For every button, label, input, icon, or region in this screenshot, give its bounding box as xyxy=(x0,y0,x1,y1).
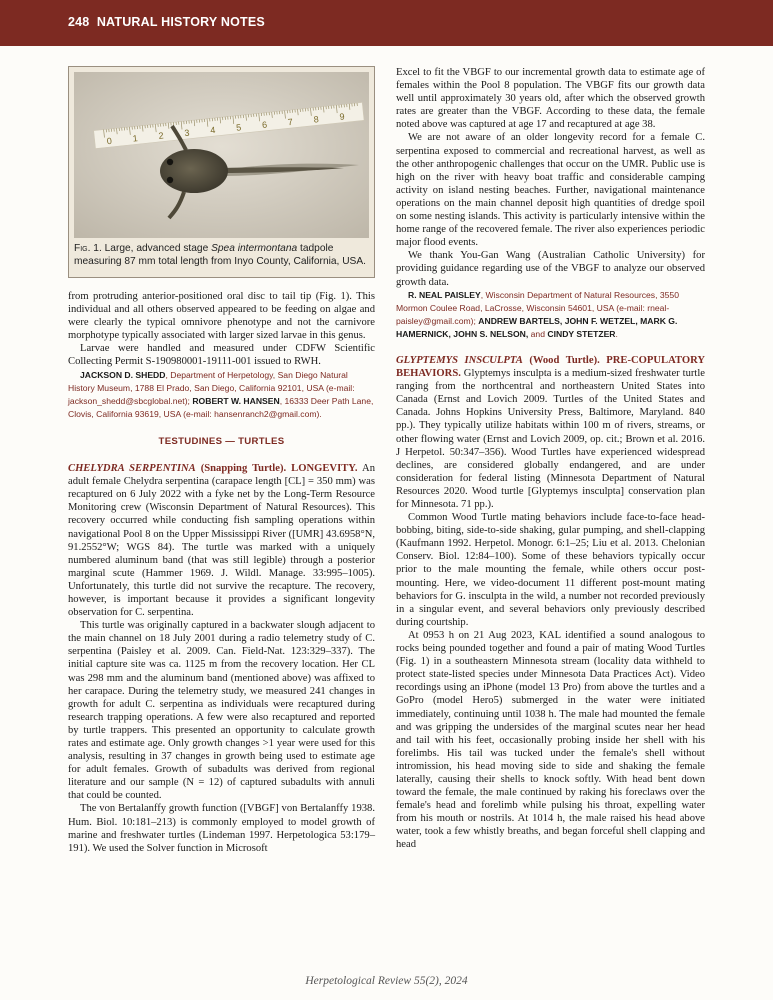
paragraph: This turtle was originally captured in a backwater slough adjacent to the main channel on 18 July 2001 during a radio telemetry study of C. serpentina (Paisley et al. 2009. Can. Field-Nat. 123:329–337). The initial capture site was ca. 1125 m from the recovery location. Her CL was 298 mm and the aluminum band (mentioned above) was affixed to her carapace. During the telemetry study, we measured 241 changes in growth for adult C. serpentina as individuals were recaptured during research trapping operations. A few were also recaptured and reported by turtle trappers. This presented an opportunity to calculate growth rates and estimate age. Only growth changes >1 year were used for this analysis, resulting in 37 changes in growth being used to estimate age for adult females. Growth of subadults was derived from regional literature and our sample (N = 12) of captured subadults with annuli that could be counted. xyxy=(68,620,375,802)
tape-number: 9 xyxy=(339,111,346,122)
section-heading: TESTUDINES — TURTLES xyxy=(158,435,285,447)
figure-label: Fig. 1. xyxy=(74,243,102,254)
author-block xyxy=(68,369,375,421)
tape-number: 3 xyxy=(183,127,190,139)
tape-number: 2 xyxy=(158,130,165,141)
species-title: CHELYDRA SERPENTINA xyxy=(68,463,196,475)
spacer xyxy=(396,341,705,354)
running-section-title: NATURAL HISTORY NOTES xyxy=(96,15,265,29)
tadpole-illustration xyxy=(74,72,369,238)
note-paragraph xyxy=(68,462,375,619)
header-text xyxy=(68,15,265,29)
author-name: ANDREW BARTELS, JOHN F. WETZEL, MARK G. HAMERNICK, JOHN S. NELSON, xyxy=(396,315,678,339)
paragraph-text: An adult female Chelydra serpentina (carapace length [CL] = 350 mm) was recaptured on 6 July 2022 with a fyke net by the Long-Term Resource Monitoring crew (Wisconsin Department of Natural Resources). This recovery occurred while conducting fish sampling operations within navigational Pool 8 on the Upper Mississippi River ([UMR] 43.6958°N, 91.2552°W; WGS 84). The turtle was marked with a uniquely numbered aluminum band (that was still legible) through a posterior marginal scute (Hammer 1969. J. Wildl. Manage. 33:995–1005). Unfortunately, this turtle did not survive the recapture. The recovery, however, is important because it provides a significant longevity observation for C. serpentina. xyxy=(68,463,375,619)
topic-label: PRE-COPULATORY BEHAVIORS. xyxy=(396,354,705,380)
page-header xyxy=(0,0,773,46)
page-number: 248 xyxy=(68,15,90,29)
caption-text: Large, advanced stage xyxy=(101,243,212,254)
tape-number: 4 xyxy=(209,124,216,136)
author-affiliation: , Department of Herpetology, San Diego Natural History Museum, 1788 El Prado, San Diego, California 92101, USA (e-mail: jackson_shedd@sbcglobal.net); xyxy=(68,369,355,406)
paragraph: Larvae were handled and measured under CDFW Scientific Collecting Permit S-190980001-19111-001 issued to RWH. xyxy=(68,343,375,368)
species-title: GLYPTEMYS INSCULPTA xyxy=(396,354,523,366)
tape-number: 5 xyxy=(235,122,242,133)
paragraph: The von Bertalanffy growth function ([VBGF] von Bertalanffy 1938. Hum. Biol. 10:181–213) is commonly employed to model growth of marine and freshwater turtles (Lindeman 1997. Herpetologica 53:179–191). We used the Solver function in Microsoft xyxy=(68,803,375,854)
author-name: JACKSON D. SHEDD xyxy=(80,369,166,380)
tadpole-body xyxy=(160,149,228,193)
tape-number: 0 xyxy=(106,135,113,147)
author-conjunction: and xyxy=(528,328,548,339)
author-name: ROBERT W. HANSEN xyxy=(192,395,280,406)
author-affiliation: , Wisconsin Department of Natural Resources, 3550 Mormon Coulee Road, LaCrosse, Wisconsin 54601, USA (e-mail: rneal-paisley@gmail.com); xyxy=(396,289,679,326)
tape-number: 6 xyxy=(261,119,268,130)
tadpole-eye-2 xyxy=(167,177,173,183)
topic-label: LONGEVITY. xyxy=(291,463,358,475)
common-name: (Wood Turtle). xyxy=(522,354,607,366)
paragraph: At 0953 h on 21 Aug 2023, KAL identified a sound analogous to rocks being pounded together and found a pair of mating Wood Turtles (Fig. 1) in a southeastern Minnesota stream (locality data withheld to protect state-listed species under Minnesota Data Practices Act). Video recordings using an iPhone (model 13 Pro) from above the turtles and a GoPro (model Hero5) submerged in the water were initiated immediately, continuing until 1038 h. The male had mounted the female and was gripping the undersides of the marginal scutes near her head and tail with his feet, occasionally probing inside her shell with his forelimbs. His tail was tucked under the female's shell without intromission, his head moving side to side and shaking the female laterally, causing their shells to knock softly. With head bent down toward the female, the male continued by raking his foreclaws over the female's head and forelimb while pulsing his throat, expelling water from his mouth or nostrils. At 1014 h, the male raised his head above water, took a few whistly breaths, and began forceful shell clapping and head xyxy=(396,629,705,851)
paragraph: Excel to fit the VBGF to our incremental growth data to estimate age of females within the Pool 8 population. The VBGF fits our growth data well until approximately 30 years old, after which the observed growth rates are greater than the VBGF. According to these data, the female noted above was captured at age 17 and recaptured at age 38. xyxy=(396,67,705,131)
author-affiliation: , 16333 Deer Path Lane, Clovis, California 93619, USA (e-mail: hansenranch2@gmail.com). xyxy=(68,395,374,419)
author-name: R. NEAL PAISLEY xyxy=(408,289,481,300)
tape-number: 8 xyxy=(313,114,320,125)
journal-footer: Herpetological Review 55(2), 2024 xyxy=(305,975,468,987)
left-column xyxy=(68,290,375,855)
paragraph: from protruding anterior-positioned oral disc to tail tip (Fig. 1). This individual and all others observed appeared to be feeding on algae and were clearly the typical omnivore phenotype and not the carnivore morphotype typically associated with larger sized larvae in this genus. xyxy=(68,291,375,342)
figure-caption xyxy=(74,243,369,268)
common-name: (Snapping Turtle). xyxy=(195,463,292,475)
caption-text-rest: tadpole measuring 87 mm total length from Inyo County, California, USA. xyxy=(74,243,366,267)
paragraph: We are not aware of an older longevity record for a female C. serpentina exposed to commercial and recreational harvest, as well as the other anthropogenic challenges that occur on the UMR. Public use is high on the river with heavy boat traffic and considerable camping activity on island nesting beaches. Further, navigational maintenance operations on the main channel deposit high quantities of dredge spoil on some nesting islands. This activity is particularly intensive within the home range of the recovered female. The river also experiences periodic major flood events. xyxy=(396,132,705,249)
tape-number: 1 xyxy=(132,133,139,144)
tape-number: 7 xyxy=(287,116,294,128)
tadpole-photo xyxy=(74,72,369,238)
right-column xyxy=(396,66,705,852)
author-period: . xyxy=(615,328,618,339)
figure-1 xyxy=(68,66,375,278)
caption-species: Spea intermontana xyxy=(211,243,298,254)
tadpole-eye xyxy=(167,159,173,165)
note-paragraph xyxy=(396,354,705,511)
author-name: CINDY STETZER xyxy=(547,328,616,339)
author-block xyxy=(396,289,705,341)
paragraph: Common Wood Turtle mating behaviors include face-to-face head-bobbing, biting, side-to-side shaking, gular pumping, and shell-clapping (Kaufmann 1992. Herpetol. Monogr. 6:1–25; Liu et al. 2013. Chelonian Conserv. Biol. 12:84–100). Some of these behaviors typically occur prior to the male mounting the female, while others occur post-mounting. Here, we video-document 11 different post-mount mating behaviors for G. insculpta in the wild, a number not recorded previously in a singular event, and several behaviors only previously described during courtship. xyxy=(396,512,705,628)
photo-background xyxy=(74,72,369,238)
paragraph-text: Glyptemys insculpta is a medium-sized freshwater turtle ranging from the northcentral and northeastern United States into Canada (Ernst and Lovich 2009. Turtles of the United States and Canada. Johns Hopkins University Press, Baltimore, Maryland. 840 pp.). They typically utilize habitats within 100 m of rivers, streams, or other flowing water (Ernst and Lovich 2009, op. cit.; Brown et al. 2016. J Herpetol. 50:347–356). Wood Turtles have experienced widespread declines, are considered globally endangered, and are under consideration for federal listing (Minnesota Department of Natural Resources 2020. Wood turtle [Glyptemys insculpta] conservation plan for Minnesota. 71 pp.). xyxy=(396,368,705,510)
paragraph: We thank You-Gan Wang (Australian Catholic University) for providing guidance regarding use of the VBGF to analyze our observed growth data. xyxy=(396,250,705,288)
